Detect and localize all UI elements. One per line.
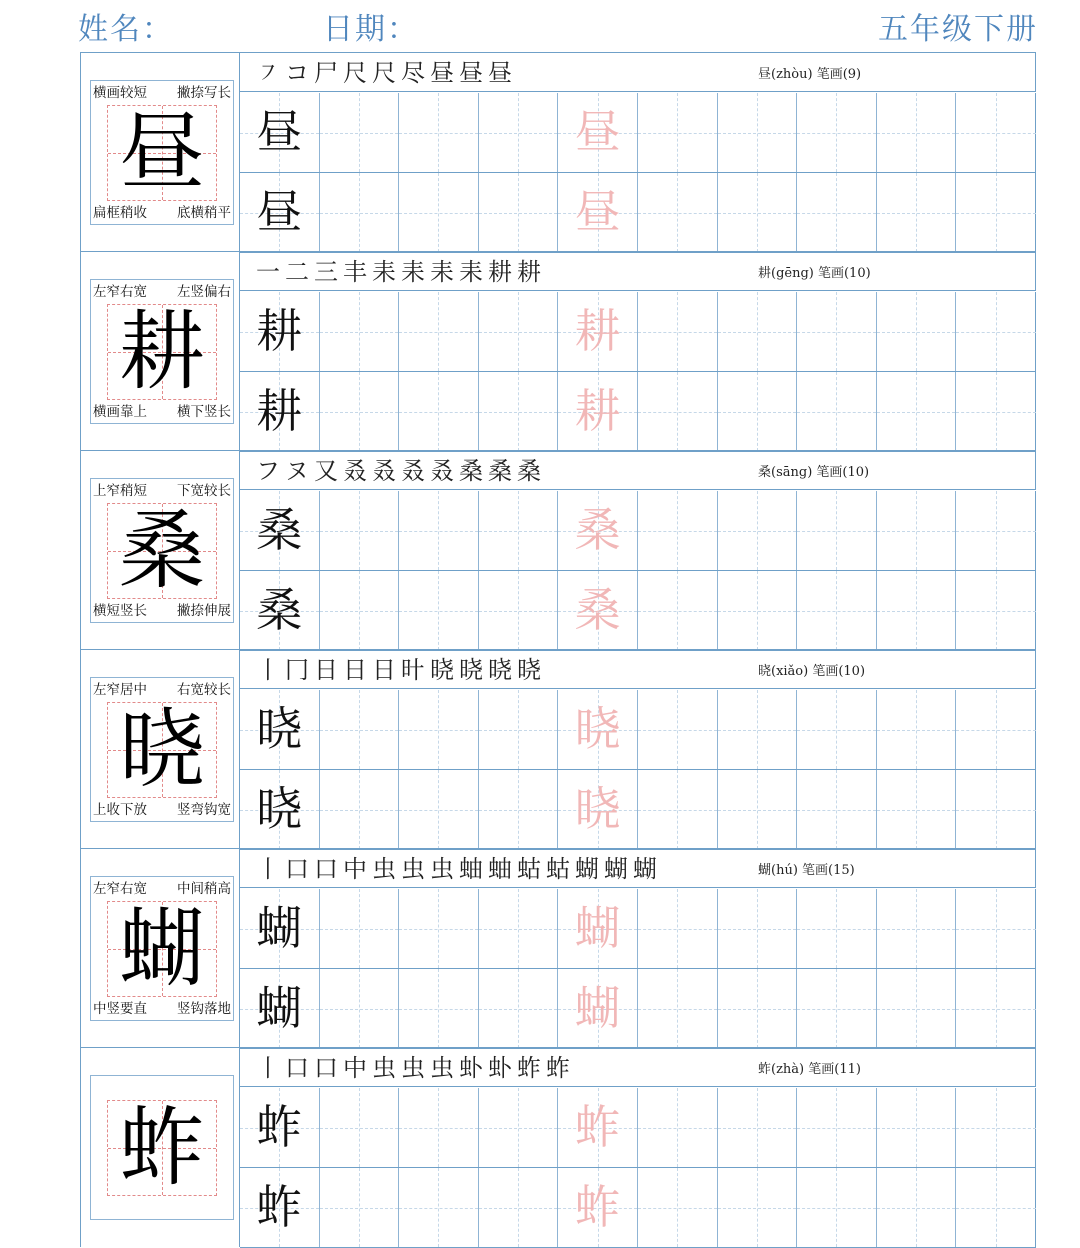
model-character: 蚱: [119, 1098, 205, 1198]
tian-zi-cell[interactable]: [240, 889, 320, 968]
tian-zi-cell[interactable]: [638, 571, 718, 650]
stroke-step: 丰: [343, 258, 367, 286]
model-character: 蝴: [119, 899, 205, 999]
tian-zi-cell[interactable]: [956, 690, 1036, 769]
sample-character: 昼: [256, 105, 303, 159]
practice-grid-row: [240, 292, 1036, 372]
tian-zi-cell[interactable]: [240, 173, 320, 252]
tian-zi-cell[interactable]: [718, 491, 798, 570]
stroke-step: 虫: [430, 1054, 454, 1082]
model-character-box: [90, 80, 234, 225]
model-character-box: [90, 279, 234, 424]
tian-zi-cell[interactable]: [797, 173, 877, 252]
model-character: 桑: [119, 501, 205, 601]
model-cell: [80, 849, 240, 1048]
tian-zi-cell[interactable]: [240, 1168, 320, 1247]
model-character-box: [90, 1075, 234, 1220]
writing-tip: 横短竖长: [93, 603, 147, 619]
model-character: 昼: [119, 103, 205, 203]
tian-zi-cell[interactable]: [718, 93, 798, 172]
trace-character: 昼: [574, 185, 621, 239]
tian-zi-cell[interactable]: [240, 1088, 320, 1167]
sample-character: 桑: [256, 503, 303, 557]
tian-zi-cell[interactable]: [877, 1168, 957, 1247]
tian-zi-cell[interactable]: [479, 690, 559, 769]
tian-zi-cell[interactable]: [479, 173, 559, 252]
trace-character: 蝴: [574, 901, 621, 955]
tian-zi-cell[interactable]: [638, 1168, 718, 1247]
sample-character: 蝴: [256, 981, 303, 1035]
stroke-step: 蚱: [517, 1054, 541, 1082]
tian-zi-cell[interactable]: [956, 372, 1036, 451]
stroke-info: 蚱(zhà) 笔画(11): [758, 1062, 861, 1077]
tian-zi-cell[interactable]: [558, 292, 638, 371]
writing-tip: 横下竖长: [177, 404, 231, 420]
stroke-step: 耕: [488, 258, 512, 286]
stroke-step: 日: [343, 656, 367, 684]
stroke-order-row: [240, 1048, 1036, 1087]
practice-grid-row: [240, 889, 1036, 969]
tian-zi-cell[interactable]: [956, 93, 1036, 172]
model-character-box: [90, 478, 234, 623]
stroke-step: 桑: [517, 457, 541, 485]
trace-character: 耕: [574, 304, 621, 358]
model-cell: [80, 451, 240, 650]
tian-zi-cell[interactable]: [638, 173, 718, 252]
stroke-order-row: [240, 53, 1036, 92]
tian-zi-cell[interactable]: [558, 93, 638, 172]
stroke-step: 晓: [488, 656, 512, 684]
tian-zi-cell[interactable]: [956, 173, 1036, 252]
tian-zi-cell[interactable]: [320, 969, 400, 1048]
model-cell: [80, 1048, 240, 1247]
model-cell: [80, 252, 240, 451]
tian-zi-cell[interactable]: [638, 292, 718, 371]
stroke-step: ヌ: [285, 457, 309, 485]
tian-zi-cell[interactable]: [797, 889, 877, 968]
sample-character: 蝴: [256, 901, 303, 955]
practice-grid-row: [240, 372, 1036, 452]
tian-zi-cell[interactable]: [399, 889, 479, 968]
tian-zi-cell[interactable]: [638, 491, 718, 570]
tian-zi-cell[interactable]: [558, 1168, 638, 1247]
sample-character: 昼: [256, 185, 303, 239]
name-label: 姓名：: [78, 12, 174, 47]
tian-zi-cell[interactable]: [877, 571, 957, 650]
tian-zi-cell[interactable]: [956, 491, 1036, 570]
sample-character: 桑: [256, 583, 303, 637]
trace-character: 桑: [574, 503, 621, 557]
writing-tip: 竖钩落地: [177, 1001, 231, 1017]
stroke-step: 中: [343, 1054, 367, 1082]
model-character: 耕: [119, 302, 205, 402]
tian-zi-cell[interactable]: [320, 491, 400, 570]
tian-zi-cell[interactable]: [240, 770, 320, 849]
practice-grid-row: [240, 969, 1036, 1049]
writing-tip: 横画较短: [93, 85, 147, 101]
tian-zi-cell[interactable]: [558, 173, 638, 252]
tian-zi-cell[interactable]: [638, 690, 718, 769]
tian-zi-cell[interactable]: [718, 571, 798, 650]
tian-zi-cell[interactable]: [479, 1088, 559, 1167]
writing-tip: 左竖偏右: [177, 284, 231, 300]
tian-zi-cell[interactable]: [399, 1088, 479, 1167]
tian-zi-cell[interactable]: [797, 372, 877, 451]
stroke-order-sequence: [256, 455, 541, 487]
stroke-step: 虫: [430, 855, 454, 883]
model-character-box: [90, 677, 234, 822]
tian-zi-cell[interactable]: [797, 770, 877, 849]
stroke-step: 丨: [256, 855, 280, 883]
tian-zi-cell[interactable]: [479, 1168, 559, 1247]
practice-block: [80, 1047, 1036, 1246]
tian-zi-cell[interactable]: [240, 491, 320, 570]
worksheet-header: [0, 0, 1080, 56]
stroke-step: 旪: [401, 656, 425, 684]
tian-zi-cell[interactable]: [718, 173, 798, 252]
stroke-step: 口: [314, 1054, 338, 1082]
stroke-step: 虫: [372, 1054, 396, 1082]
tian-zi-cell[interactable]: [558, 770, 638, 849]
tian-zi-cell[interactable]: [718, 1168, 798, 1247]
tian-zi-cell[interactable]: [399, 173, 479, 252]
stroke-step: 叒: [372, 457, 396, 485]
tian-zi-cell[interactable]: [479, 292, 559, 371]
tian-zi-cell[interactable]: [797, 93, 877, 172]
tian-zi-cell[interactable]: [956, 571, 1036, 650]
tian-zi-cell[interactable]: [877, 173, 957, 252]
writing-tip: 竖弯钩宽: [177, 802, 231, 818]
trace-character: 蝴: [574, 981, 621, 1035]
stroke-step: 虫: [401, 855, 425, 883]
tian-zi-cell[interactable]: [638, 372, 718, 451]
sample-character: 耕: [256, 384, 303, 438]
stroke-order-sequence: [256, 256, 541, 288]
tian-zi-cell[interactable]: [797, 571, 877, 650]
tian-zi-cell[interactable]: [718, 292, 798, 371]
tian-zi-cell[interactable]: [558, 889, 638, 968]
stroke-step: 蚰: [459, 855, 483, 883]
stroke-step: 昼: [459, 59, 483, 87]
tian-zi-cell[interactable]: [797, 1088, 877, 1167]
writing-tip: 左窄右宽: [93, 284, 147, 300]
stroke-step: 尺: [372, 59, 396, 87]
stroke-step: 尽: [401, 59, 425, 87]
tian-zi-cell[interactable]: [558, 372, 638, 451]
tian-zi-cell[interactable]: [718, 889, 798, 968]
tian-zi-cell[interactable]: [240, 571, 320, 650]
tian-zi-cell[interactable]: [240, 372, 320, 451]
stroke-step: 蝴: [575, 855, 599, 883]
sample-character: 晓: [256, 702, 303, 756]
stroke-order-row: [240, 849, 1036, 888]
tian-zi-cell[interactable]: [718, 770, 798, 849]
tian-zi-cell[interactable]: [240, 969, 320, 1048]
stroke-step: 昼: [430, 59, 454, 87]
stroke-step: 昼: [488, 59, 512, 87]
tian-zi-cell[interactable]: [877, 292, 957, 371]
tian-zi-cell[interactable]: [877, 1088, 957, 1167]
tian-zi-cell[interactable]: [479, 571, 559, 650]
stroke-step: 丨: [256, 656, 280, 684]
writing-tip: 左窄居中: [93, 682, 147, 698]
tian-zi-cell[interactable]: [638, 93, 718, 172]
tian-zi-cell[interactable]: [399, 770, 479, 849]
practice-block: [80, 52, 1036, 251]
stroke-step: 桑: [459, 457, 483, 485]
stroke-order-row: [240, 252, 1036, 291]
stroke-step: 耕: [517, 258, 541, 286]
tian-zi-cell[interactable]: [877, 770, 957, 849]
tian-zi-cell[interactable]: [558, 571, 638, 650]
stroke-order-sequence: [256, 1052, 570, 1084]
practice-grid-row: [240, 491, 1036, 571]
stroke-step: 尺: [343, 59, 367, 87]
tian-zi-cell[interactable]: [638, 889, 718, 968]
tian-zi-cell[interactable]: [558, 491, 638, 570]
writing-tip: 右宽较长: [177, 682, 231, 698]
stroke-step: 蛄: [546, 855, 570, 883]
stroke-step: 耒: [430, 258, 454, 286]
stroke-step: 蛄: [517, 855, 541, 883]
practice-block: [80, 251, 1036, 450]
date-label: 日期：: [323, 12, 419, 47]
writing-tip: 撇捺伸展: [177, 603, 231, 619]
trace-character: 晓: [574, 782, 621, 836]
model-character: 晓: [119, 700, 205, 800]
stroke-step: 耒: [401, 258, 425, 286]
tian-zi-cell[interactable]: [956, 1168, 1036, 1247]
tian-zi-cell[interactable]: [797, 969, 877, 1048]
tian-zi-cell[interactable]: [877, 93, 957, 172]
writing-tip: 中竖要直: [93, 1001, 147, 1017]
tian-zi-cell[interactable]: [320, 1168, 400, 1247]
tian-zi-cell[interactable]: [399, 969, 479, 1048]
sample-character: 耕: [256, 304, 303, 358]
tian-zi-cell[interactable]: [956, 770, 1036, 849]
practice-block: [80, 649, 1036, 848]
model-character-box: [90, 876, 234, 1021]
tian-zi-cell[interactable]: [479, 372, 559, 451]
practice-grid-row: [240, 1168, 1036, 1248]
stroke-step: 晓: [430, 656, 454, 684]
tian-zi-cell[interactable]: [877, 372, 957, 451]
tian-zi-cell[interactable]: [877, 690, 957, 769]
stroke-order-sequence: [256, 57, 512, 89]
stroke-info: 耕(gēng) 笔画(10): [758, 266, 871, 281]
writing-tip: 横画靠上: [93, 404, 147, 420]
tian-zi-cell[interactable]: [320, 1088, 400, 1167]
stroke-step: 蚰: [488, 855, 512, 883]
sample-character: 蚱: [256, 1100, 303, 1154]
tian-zi-cell[interactable]: [320, 889, 400, 968]
tian-zi-cell[interactable]: [956, 889, 1036, 968]
tian-zi-cell[interactable]: [399, 1168, 479, 1247]
practice-grid-row: [240, 571, 1036, 651]
stroke-step: 丨: [256, 1054, 280, 1082]
practice-grid-row: [240, 93, 1036, 173]
tian-zi-cell[interactable]: [320, 770, 400, 849]
writing-tip: 扁框稍收: [93, 205, 147, 221]
tian-zi-cell[interactable]: [399, 372, 479, 451]
tian-zi-cell[interactable]: [320, 93, 400, 172]
tian-zi-cell[interactable]: [558, 969, 638, 1048]
stroke-step: 晓: [459, 656, 483, 684]
stroke-order-row: [240, 650, 1036, 689]
stroke-step: 蝴: [604, 855, 628, 883]
stroke-step: コ: [285, 59, 309, 87]
tian-zi-cell[interactable]: [479, 770, 559, 849]
stroke-info: 昼(zhòu) 笔画(9): [758, 67, 862, 82]
stroke-step: 口: [314, 855, 338, 883]
tian-zi-cell[interactable]: [877, 969, 957, 1048]
practice-sheet: [80, 52, 1036, 1234]
practice-grid-row: [240, 690, 1036, 770]
tian-zi-cell[interactable]: [320, 571, 400, 650]
stroke-order-sequence: [256, 853, 657, 885]
tian-zi-cell[interactable]: [399, 690, 479, 769]
stroke-step: 日: [314, 656, 338, 684]
tian-zi-cell[interactable]: [479, 491, 559, 570]
stroke-step: 蝴: [633, 855, 657, 883]
tian-zi-cell[interactable]: [797, 690, 877, 769]
stroke-step: 虫: [401, 1054, 425, 1082]
trace-character: 桑: [574, 583, 621, 637]
stroke-step: 三: [314, 258, 338, 286]
trace-character: 耕: [574, 384, 621, 438]
tian-zi-cell[interactable]: [399, 292, 479, 371]
trace-character: 昼: [574, 105, 621, 159]
tian-zi-cell[interactable]: [718, 1088, 798, 1167]
tian-zi-cell[interactable]: [638, 1088, 718, 1167]
tian-zi-cell[interactable]: [797, 292, 877, 371]
trace-character: 蚱: [574, 1100, 621, 1154]
writing-tip: 中间稍高: [177, 881, 231, 897]
grade-label: 五年级下册: [878, 12, 1038, 47]
writing-tip: 上窄稍短: [93, 483, 147, 499]
stroke-info: 晓(xiǎo) 笔画(10): [758, 664, 866, 679]
stroke-step: 叒: [430, 457, 454, 485]
tian-zi-cell[interactable]: [479, 969, 559, 1048]
model-cell: [80, 53, 240, 252]
tian-zi-cell[interactable]: [638, 969, 718, 1048]
tian-zi-cell[interactable]: [320, 690, 400, 769]
tian-zi-cell[interactable]: [320, 292, 400, 371]
tian-zi-cell[interactable]: [956, 292, 1036, 371]
tian-zi-cell[interactable]: [718, 969, 798, 1048]
stroke-step: ㇇: [256, 59, 280, 87]
stroke-step: 尸: [314, 59, 338, 87]
tian-zi-cell[interactable]: [558, 690, 638, 769]
tian-zi-cell[interactable]: [558, 1088, 638, 1167]
writing-tip: 底横稍平: [177, 205, 231, 221]
stroke-step: 虲: [459, 1054, 483, 1082]
writing-tip: 撇捺写长: [177, 85, 231, 101]
tian-zi-cell[interactable]: [479, 93, 559, 172]
stroke-step: 蚱: [546, 1054, 570, 1082]
stroke-step: 日: [372, 656, 396, 684]
tian-zi-cell[interactable]: [399, 93, 479, 172]
practice-grid-row: [240, 770, 1036, 850]
tian-zi-cell[interactable]: [877, 889, 957, 968]
stroke-info: 蝴(hú) 笔画(15): [758, 863, 855, 878]
practice-block: [80, 848, 1036, 1047]
stroke-step: 叒: [401, 457, 425, 485]
tian-zi-cell[interactable]: [956, 969, 1036, 1048]
stroke-step: 桑: [488, 457, 512, 485]
stroke-step: 二: [285, 258, 309, 286]
stroke-step: 一: [256, 258, 280, 286]
tian-zi-cell[interactable]: [320, 173, 400, 252]
tian-zi-cell[interactable]: [240, 93, 320, 172]
trace-character: 晓: [574, 702, 621, 756]
practice-block: [80, 450, 1036, 649]
tian-zi-cell[interactable]: [320, 372, 400, 451]
stroke-step: 叒: [343, 457, 367, 485]
tian-zi-cell[interactable]: [718, 690, 798, 769]
stroke-step: 耒: [459, 258, 483, 286]
stroke-step: フ: [256, 457, 280, 485]
stroke-step: 口: [285, 1054, 309, 1082]
tian-zi-cell[interactable]: [399, 491, 479, 570]
stroke-step: 耒: [372, 258, 396, 286]
writing-tip: 下宽较长: [177, 483, 231, 499]
tian-zi-cell[interactable]: [797, 491, 877, 570]
writing-tip: 左窄右宽: [93, 881, 147, 897]
stroke-step: 虫: [372, 855, 396, 883]
stroke-step: 口: [285, 855, 309, 883]
stroke-step: 中: [343, 855, 367, 883]
tian-zi-cell[interactable]: [479, 889, 559, 968]
tian-zi-cell[interactable]: [240, 690, 320, 769]
practice-grid-row: [240, 173, 1036, 253]
stroke-step: 又: [314, 457, 338, 485]
stroke-step: 虲: [488, 1054, 512, 1082]
writing-tip: 上收下放: [93, 802, 147, 818]
stroke-step: 晓: [517, 656, 541, 684]
trace-character: 蚱: [574, 1180, 621, 1234]
practice-grid-row: [240, 1088, 1036, 1168]
tian-zi-cell[interactable]: [240, 292, 320, 371]
tian-zi-cell[interactable]: [718, 372, 798, 451]
stroke-info: 桑(sāng) 笔画(10): [758, 465, 870, 480]
stroke-order-sequence: [256, 654, 541, 686]
tian-zi-cell[interactable]: [877, 491, 957, 570]
tian-zi-cell[interactable]: [399, 571, 479, 650]
tian-zi-cell[interactable]: [638, 770, 718, 849]
sample-character: 晓: [256, 782, 303, 836]
model-cell: [80, 650, 240, 849]
stroke-order-row: [240, 451, 1036, 490]
tian-zi-cell[interactable]: [797, 1168, 877, 1247]
stroke-step: 冂: [285, 656, 309, 684]
sample-character: 蚱: [256, 1180, 303, 1234]
tian-zi-cell[interactable]: [956, 1088, 1036, 1167]
